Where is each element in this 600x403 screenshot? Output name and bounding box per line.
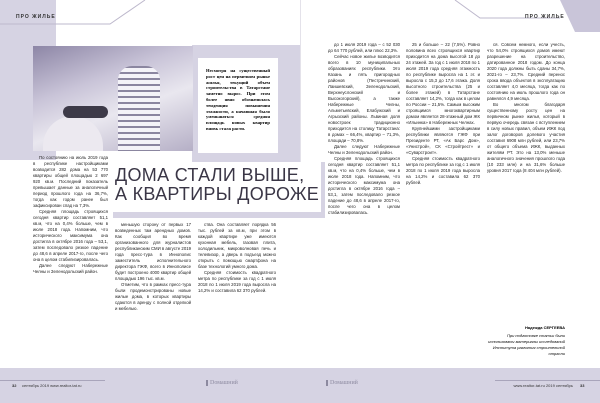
lead-text: Несмотря на существенный рост цен на первичном рынке жилья, текущий объем строительства в Татарстане заметно вырос. При этом более явно обозначилась тенденция повышения этажности, а начавшая было уменьшаться средняя площадь новых квартир вновь стала расти. bbox=[198, 58, 278, 153]
magazine-logo-left: Dомашний bbox=[206, 380, 238, 386]
paragraph: ства. Она составляет порядка 56 тыс. рублей за кв.м, при этом в каждой квартире уже имеются кухонная мебель, газовая плита, холодильник, микроволновая печь и телевизор, а дверь в подъезд можно открыть с помощью смартфона на базе технологий умного дома. bbox=[198, 222, 276, 269]
paragraph: Крупнейшими застройщиками республики являются ГЖФ при Президенте РТ, «Ак Барс Дом», «Унистрой», СК «Стройтрест» и «Суварстроит». bbox=[406, 126, 480, 155]
column-6 bbox=[487, 42, 565, 267]
author: Надежда СЕРГЕЕВА bbox=[525, 325, 565, 330]
sources-note: При подготовке статьи были использованы материалы исследований Института развития строительной отрасли bbox=[488, 333, 565, 356]
footer-text-right: www.realtor-tat.ru 2019 сентябрь bbox=[513, 383, 573, 388]
paragraph: Далее следуют Набережные Челны и Зеленодольский район. bbox=[328, 144, 400, 155]
footer-text-left: сентябрь 2019 www.realtor-tat.ru bbox=[22, 383, 82, 388]
paragraph: Сейчас новое жилье возводится всего в 10 муниципальных образованиях республики. Это Казань и пять пригородных районов (Пестречинский, Лаишевский, Зеленодольский, Верхнеуслонский и Высокогорский), а также Набережные Челны, Альметьевский, Елабужский и Агрызский районы. Львиная доля новостроек традиционно приходится на столицу Татарстана: в домах – 66,4%, квартир – 71,3%, площади – 70,8%. bbox=[328, 54, 400, 143]
paragraph: до 1 июля 2019 года – с 52 030 до 64 770 рублей, или плюс 22,3%. bbox=[328, 42, 400, 53]
photo-building-key bbox=[33, 46, 193, 151]
paragraph: 25 и больше – 22 (7,5%). Ровно половина всех строящихся квартир приходится на дома высотой 18 до 24 этажей. За год с 1 июля 2018 по 1 июля 2019 года средняя этажность по республике выросла на 1 эт. и выросла с 15,3 до 17,6 этажа. Доля высотного строительства (25 и более этажей) в Татарстане составляет 14,2%, тогда как в целом по России – 21,5%. Самым высоким строящимся многоквартирным домом является 28-этажный дом ЖК «Ильинка» в Набережных Челнах. bbox=[406, 42, 480, 125]
column-4 bbox=[328, 42, 400, 365]
rubric-left: ПРО ЖИЛЬЕ bbox=[16, 14, 56, 20]
headline-box bbox=[113, 162, 321, 212]
paragraph: Средняя площадь строящихся сегодня квартир составляет 51,1 кв.м, что на 0,4% больше, чем в июле 2018 года. Напомним, что исторического максимума она достигла в октябре 2016 года – 53,1, затем последовало резкое падение до 48,6 в апреле 2017-го, после чего она в целом стабилизировалась. bbox=[328, 156, 400, 215]
page-number-left: 32 bbox=[12, 383, 17, 388]
page-number-right: 33 bbox=[580, 383, 585, 388]
footer-rule bbox=[495, 380, 600, 381]
column-3 bbox=[198, 222, 276, 365]
paragraph: Далее следуют Набережные Челны и Зеленодольский район. bbox=[33, 263, 108, 274]
paragraph: Во многом благодаря существенному росту цен на первичном рынке жилья, который в первую очередь связан с вступлением в силу новых правил, объем ИЖК под залог договоров долевого участия составил 6908 млн рублей, или 23,7% от общего объема ИЖК, выданных жителям РТ. Это на 13,0% меньше аналогичного значения прошлого года (10 233 млн) и на 31,6% больше уровня 2017 года (8 404 млн рублей). bbox=[487, 102, 565, 173]
paragraph: ся. Совсем немного, если учесть, что 54,0% строящихся домов имеют разрешение на строительство, датированное 2018 годом. До конца 2020 года должны быть сданы 34,7%, 2021-го – 23,7%. Средний перенос срока ввода объектов в эксплуатацию составляет 4,0 месяца, тогда как по состоянию на июль прошлого года он равнялся 4,9 месяца. bbox=[487, 42, 565, 101]
rubric-right: ПРО ЖИЛЬЕ bbox=[525, 14, 565, 20]
paragraph: меньшую сторону от первых 17 возведенных там арендных домов. Как сообщил во время организованного для журналистов республиканским СМИ в августе 2019 года пресс-тура в Иннополис заместитель исполнительного директора ГЖФ, всего в Иннополисе будет построено 4000 квартир общей площадью 196 тыс. кв.м. bbox=[115, 222, 191, 281]
page-gutter bbox=[300, 0, 301, 162]
column-1 bbox=[33, 155, 108, 365]
paragraph: Средняя площадь строящихся сегодня квартир составляет 51,1 кв.м, что на 0,4% больше, чем в июле 2018 года. Напомним, что исторического максимума она достигла в октябре 2016 года – 53,1, затем последовало резкое падение до 48,6 в апреле 2017-го, после чего она в целом стабилизировалась. bbox=[33, 209, 108, 262]
column-2 bbox=[115, 222, 191, 365]
magazine-logo-right: Dомашний bbox=[326, 380, 358, 386]
headline-line2: А КВАРТИРЫ ДОРОЖЕ bbox=[115, 184, 320, 204]
paragraph: По состоянию на июль 2019 года в республике настройщиками возводится 282 дома на 53 770 квартиры общей площадью 2 697 920 кв.м. Последний показатель превышает данные за аналогичный период прошлого года на 36,7%, тогда как годом ранее был зафиксирован спад на 7,3%. bbox=[33, 155, 108, 208]
column-5 bbox=[406, 42, 480, 365]
paragraph: Средняя стоимость квадратного метра по республике за год с 1 июля 2018 по 1 июля 2019 года выросла на 14,2% и составила 62 370 рублей. bbox=[406, 156, 480, 185]
footer-rule bbox=[0, 380, 105, 381]
paragraph: Средняя стоимость квадратного метра по республике за год с 1 июля 2018 по 1 июля 2019 года выросла на 14,2% и составила 62 370 рублей. bbox=[198, 270, 276, 293]
headline-line1: ДОМА СТАЛИ ВЫШЕ, bbox=[115, 165, 305, 185]
paragraph: Отметим, что в рамках пресс-тура были продемонстрированы новые жилые дома, в которых квартиры сдаются в аренду с полной отделкой и мебелью. bbox=[115, 282, 191, 311]
